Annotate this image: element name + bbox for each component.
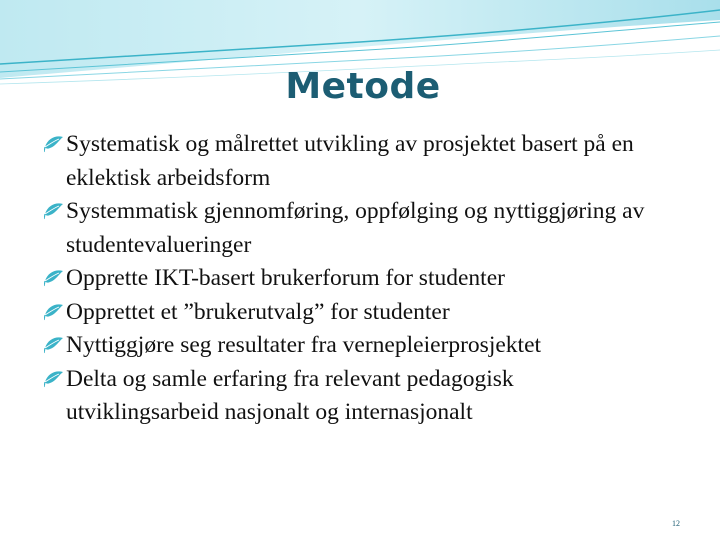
bullet-item [44, 296, 664, 330]
slide-title: Metode [285, 66, 441, 107]
bullet-list [44, 128, 664, 430]
bullet-item [44, 128, 664, 195]
bullet-item [44, 329, 664, 363]
leaf-bullet-icon [44, 269, 64, 287]
bullet-text: Systematisk og målrettet utvikling av prosjektet basert på en eklektisk arbeidsform [66, 131, 634, 191]
page-number: 12 [672, 519, 680, 528]
leaf-bullet-icon [44, 336, 64, 354]
leaf-bullet-icon [44, 135, 64, 153]
bullet-text: Opprette IKT-basert brukerforum for studenter [66, 265, 505, 291]
bullet-text: Systemmatisk gjennomføring, oppfølging og nyttiggjøring av studentevalueringer [66, 198, 645, 258]
bullet-text: Delta og samle erfaring fra relevant pedagogisk utviklingsarbeid nasjonalt og internasjonalt [66, 365, 514, 425]
bullet-item [44, 262, 664, 296]
bullet-item [44, 363, 664, 430]
bullet-item [44, 195, 664, 262]
bullet-text: Nyttiggjøre seg resultater fra vernepleierprosjektet [66, 332, 542, 358]
leaf-bullet-icon [44, 202, 64, 220]
leaf-bullet-icon [44, 370, 64, 388]
bullet-text: Opprettet et ”brukerutvalg” for studenter [66, 298, 450, 325]
leaf-bullet-icon [44, 303, 64, 321]
